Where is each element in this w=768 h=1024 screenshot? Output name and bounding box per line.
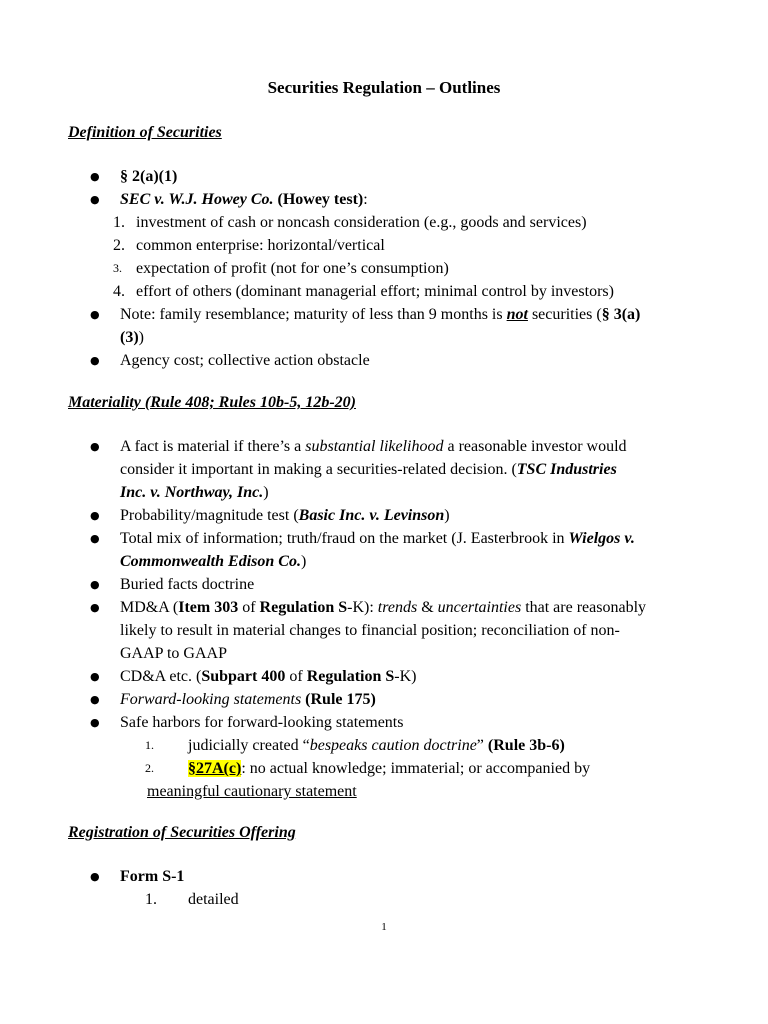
bullet-icon: ● [90,670,100,683]
list-item: 1. judicially created “bespeaks caution doctrine” (Rule 3b-6) [145,737,565,754]
list-item: ● SEC v. W.J. Howey Co. (Howey test): [0,188,710,211]
definition-list [0,165,768,372]
section-heading-definition: Definition of Securities [68,124,222,141]
list-item: 4. effort of others (dominant managerial effort; minimal control by investors) [113,283,614,300]
bullet-icon: ● [90,532,100,545]
bullet-icon: ● [90,440,100,453]
page-title: Securities Regulation – Outlines [267,78,501,97]
list-item: ● Total mix of information; truth/fraud on the market (J. Easterbrook in Wielgos v. Commonwealth Edison Co.) [0,527,710,573]
section-heading-materiality: Materiality (Rule 408; Rules 10b-5, 12b-20) [68,394,356,411]
list-item-continuation: meaningful cautionary statement [147,783,357,800]
bullet-icon: ● [90,509,100,522]
list-item: ● Probability/magnitude test (Basic Inc. v. Levinson) [0,504,710,527]
list-item: 2. common enterprise: horizontal/vertical [113,237,385,254]
list-item: ● MD&A (Item 303 of Regulation S-K): trends & uncertainties that are reasonably likely to result in material changes to financial position; reconciliation of non- GAAP to GAAP [0,596,710,665]
bullet-icon: ● [90,308,100,321]
registration-list [0,865,768,911]
bullet-icon: ● [90,354,100,367]
materiality-list [0,435,768,803]
list-item: ● Forward-looking statements (Rule 175) [0,688,710,711]
list-item: ● A fact is material if there’s a substantial likelihood a reasonable investor would consider it important in making a securities-related decision. (TSC Industries Inc. v. Northway, Inc.) [0,435,710,504]
list-item: ● Note: family resemblance; maturity of less than 9 months is not securities (§ 3(a) (3)) [0,303,710,349]
bullet-icon: ● [90,193,100,206]
list-item: 2. §27A(c): no actual knowledge; immaterial; or accompanied by [145,760,591,777]
bullet-icon: ● [90,870,100,883]
bullet-icon: ● [90,170,100,183]
list-item: ● Buried facts doctrine [0,573,710,596]
bullet-icon: ● [90,693,100,706]
bullet-icon: ● [90,601,100,614]
section-heading-registration: Registration of Securities Offering [68,824,296,841]
bullet-icon: ● [90,716,100,729]
list-item: ● § 2(a)(1) [0,165,710,188]
list-item: 1. detailed [145,891,239,908]
bullet-icon: ● [90,578,100,591]
list-item: 3. expectation of profit (not for one’s consumption) [113,260,449,277]
highlighted-citation: §27A(c) [188,760,242,777]
list-item: 1. investment of cash or noncash consideration (e.g., goods and services) [113,214,587,231]
list-item: ● Form S-1 [0,865,710,888]
list-item: ● CD&A etc. (Subpart 400 of Regulation S-K) [0,665,710,688]
list-item: ● Agency cost; collective action obstacle [0,349,710,372]
page-number: 1 [381,921,387,933]
list-item: ● Safe harbors for forward-looking statements [0,711,710,734]
